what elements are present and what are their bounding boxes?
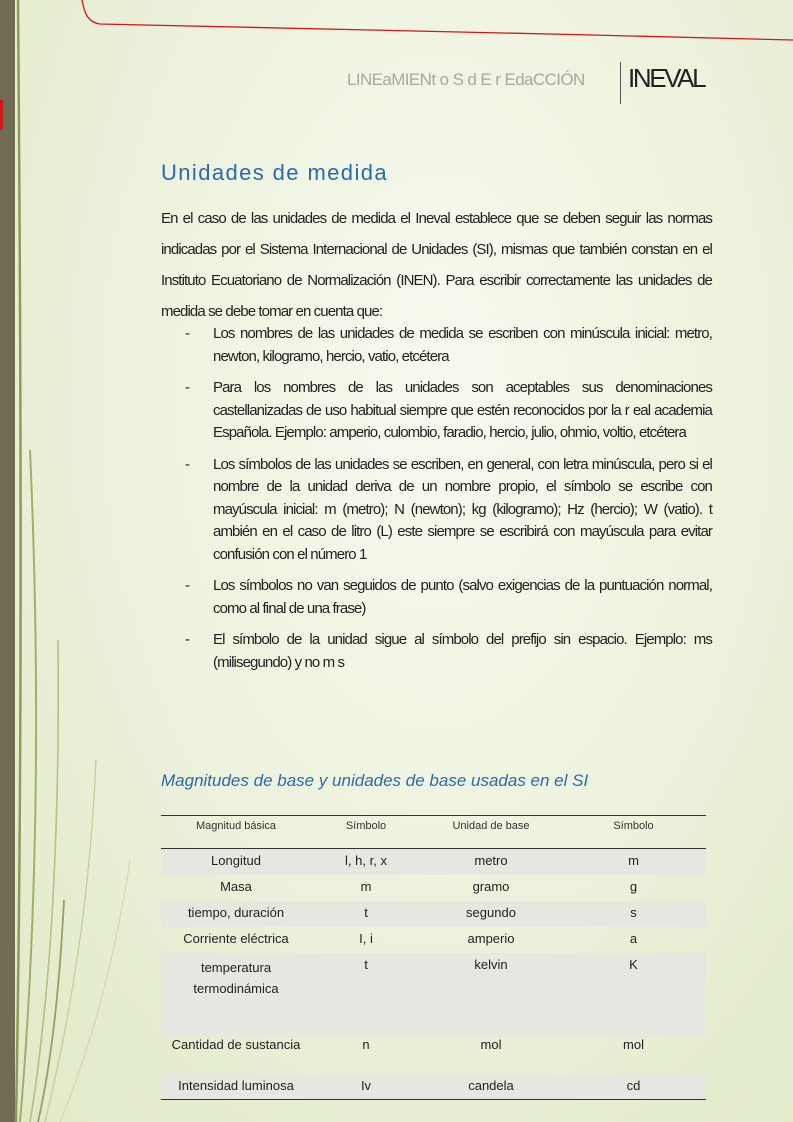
table-row — [161, 953, 706, 1037]
list-item-text: Los nombres de las unidades de medida se escriben con minúscula inicial: metro, newton, kilogramo, hercio, vatio, etcétera — [213, 325, 712, 365]
list-item — [185, 454, 712, 567]
table-cell: gramo — [472, 878, 510, 894]
table-cell: l, h, r, x — [311, 849, 421, 875]
table-cell: K — [561, 953, 706, 1037]
list-item-text: Para los nombres de las unidades son aceptables sus denominaciones castellanizadas de uso habitual siempre que estén reconocidos por la r eal academia Española. Ejemplo: amperio, culombio, faradio, hercio, julio, ohmio, voltio, etcétera — [213, 379, 712, 441]
table-cell: segundo — [421, 901, 561, 927]
list-item — [185, 575, 712, 620]
header-subtitle: LINEaMIENt o S d E r EdaCCIÓN — [347, 70, 585, 89]
table-cell: metro — [421, 849, 561, 875]
list-item-text: Los símbolos no van seguidos de punto (salvo exigencias de la puntuación normal, como al final de una frase) — [213, 577, 712, 617]
bullet-dash: - — [185, 631, 190, 648]
table-row — [161, 1037, 706, 1074]
column-header: Magnitud básica — [161, 816, 311, 849]
table-cell: amperio — [467, 930, 515, 946]
section-title: Unidades de medida — [161, 160, 389, 185]
column-header: Símbolo — [561, 816, 706, 849]
bullet-dash: - — [185, 577, 190, 594]
table-row — [161, 1074, 706, 1100]
rules-list — [185, 323, 712, 683]
list-item-text: Los símbolos de las unidades se escriben, en general, con letra minúscula, pero si el nombre de la unidad deriva de un nombre propio, el símbolo se escribe con mayúscula inicial: m (metro); N (newton); kg (kilogramo); Hz (hercio); W (vatio). t ambién en el caso de litro (L) este siempre se escribirá con mayúscula para evitar confusión con el número 1 — [213, 455, 712, 563]
table-title: Magnitudes de base y unidades de base usadas en el SI — [161, 771, 589, 790]
table-cell: temperatura termodinámica — [161, 953, 311, 1037]
table-cell: s — [561, 901, 706, 927]
bullet-dash: - — [185, 379, 190, 396]
table-row — [161, 927, 706, 953]
list-item — [185, 377, 712, 445]
table-row — [161, 901, 706, 927]
table-cell: Masa — [220, 878, 252, 894]
list-item — [185, 629, 712, 674]
table-cell: m — [561, 849, 706, 875]
ineval-logo: INEVAL — [628, 63, 705, 93]
table-header-row — [161, 816, 706, 849]
column-header: Unidad de base — [421, 816, 561, 849]
table-cell: t — [311, 953, 421, 1037]
table-cell: Iv — [311, 1074, 421, 1100]
table-cell: Intensidad luminosa — [161, 1074, 311, 1100]
table-cell: t — [311, 901, 421, 927]
table-cell: Cantidad de sustancia — [171, 1036, 301, 1052]
table-cell: m — [360, 878, 372, 894]
table-cell: mol — [480, 1036, 502, 1052]
table-row — [161, 875, 706, 901]
header-divider — [620, 62, 621, 104]
bullet-dash: - — [185, 325, 190, 342]
table-cell: I, i — [359, 930, 373, 946]
column-header: Símbolo — [311, 816, 421, 849]
table-cell: candela — [421, 1074, 561, 1100]
table-cell: n — [362, 1036, 370, 1052]
table-cell: a — [629, 930, 638, 946]
table-cell: kelvin — [421, 953, 561, 1037]
list-item-text: El símbolo de la unidad sigue al símbolo del prefijo sin espacio. Ejemplo: ms (milisegundo) y no m s — [213, 631, 712, 671]
intro-paragraph: En el caso de las unidades de medida el Ineval establece que se deben seguir las normas indicadas por el Sistema Internacional de Unidades (SI), mismas que también constan en el Instituto Ecuatoriano de Normalización (INEN). Para escribir correctamente las unidades de medida se debe tomar en cuenta que: — [161, 210, 712, 320]
table-cell: cd — [561, 1074, 706, 1100]
bullet-dash: - — [185, 455, 190, 473]
table-cell: Longitud — [161, 849, 311, 875]
table-cell: Corriente eléctrica — [183, 930, 289, 946]
table-cell: tiempo, duración — [161, 901, 311, 927]
list-item — [185, 323, 712, 368]
table-cell: mol — [623, 1036, 644, 1052]
table-cell: g — [629, 878, 638, 894]
table-row — [161, 849, 706, 875]
si-units-table — [161, 815, 706, 1100]
